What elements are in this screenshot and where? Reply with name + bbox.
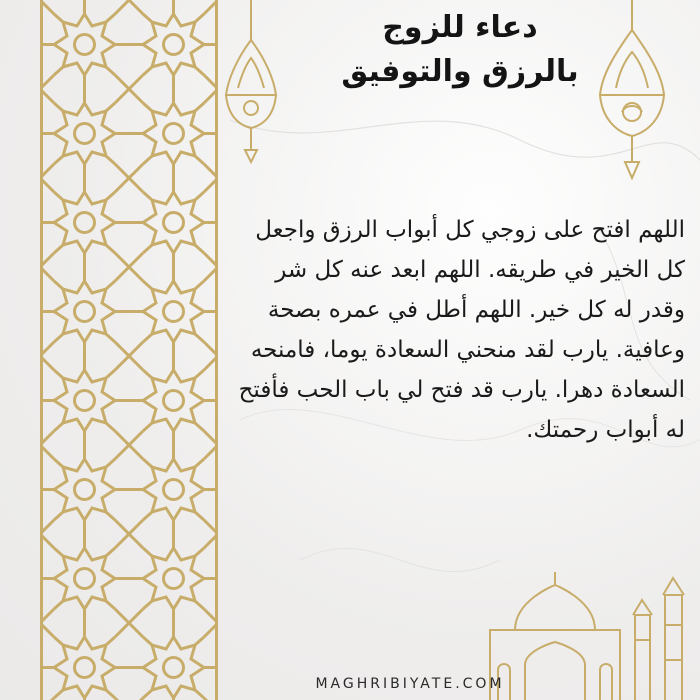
title-line-1: دعاء للزوج (382, 10, 538, 45)
site-footer: MAGHRIBIYATE.COM (315, 676, 505, 692)
page-title (250, 6, 670, 94)
title-line-2: بالرزق والتوفيق (341, 54, 579, 89)
dua-paragraph: اللهم افتح على زوجي كل أبواب الرزق واجعل كل الخير في طريقه. اللهم ابعد عنه كل شر وقدر له كل خير. اللهم أطل في عمره بصحة وعافية. يارب لقد منحني السعادة يوما، فامنحه السعادة دهرا. يارب قد فتح لي باب الحب فأفتح له أبواب رحمتك. (238, 217, 685, 443)
lattice-pattern (40, 0, 218, 700)
